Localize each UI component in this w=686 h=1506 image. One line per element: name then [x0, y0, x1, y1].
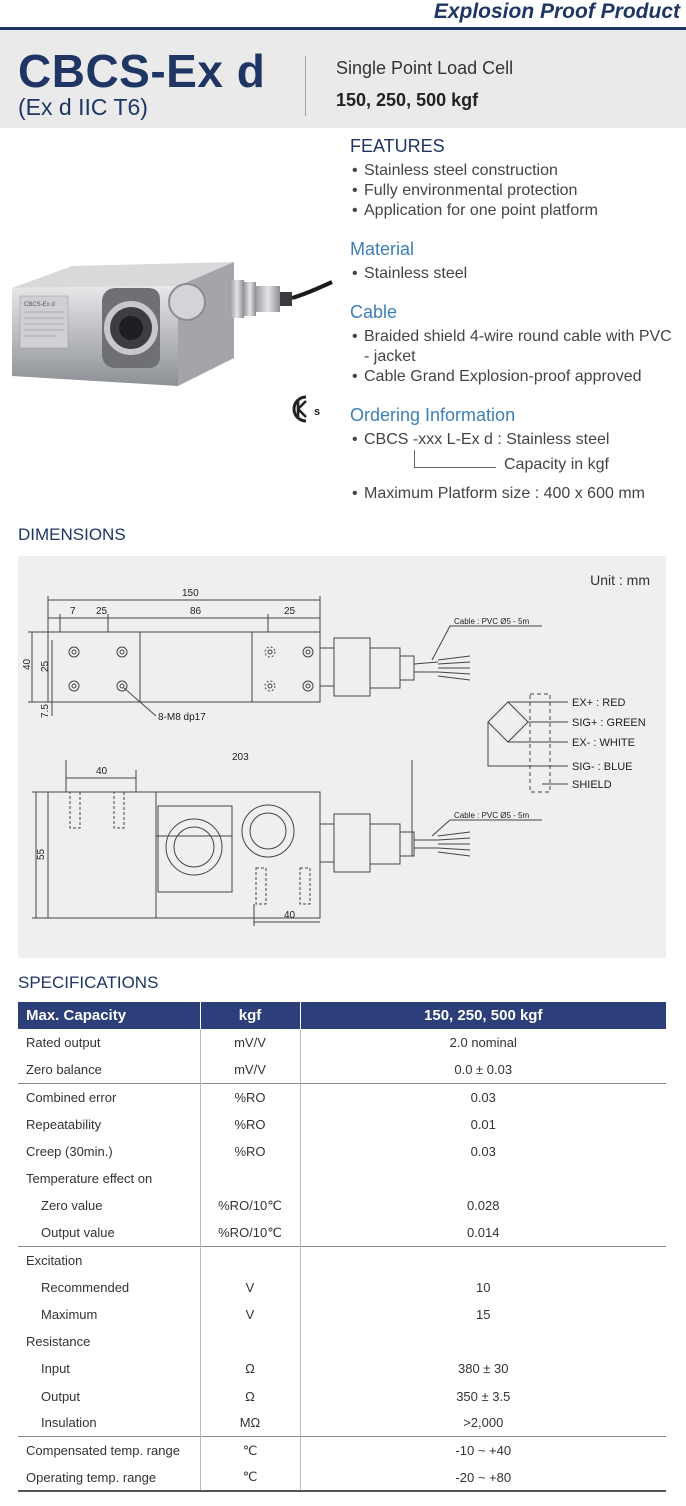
- spec-unit: ℃: [200, 1464, 300, 1491]
- dim-top-25b: 25: [284, 606, 296, 617]
- table-row: [18, 1247, 666, 1274]
- spec-value: -10 ~ +40: [300, 1437, 666, 1464]
- table-row: [18, 1464, 666, 1491]
- features-heading: FEATURES: [350, 136, 445, 156]
- banner-label: Explosion Proof Product: [433, 0, 680, 23]
- table-header-row: [18, 1002, 666, 1029]
- spec-param: Temperature effect on: [18, 1165, 200, 1192]
- spec-param: Combined error: [18, 1083, 200, 1110]
- spec-unit: %RO: [200, 1083, 300, 1110]
- spec-param: Compensated temp. range: [18, 1437, 200, 1464]
- dim-top-7: 7: [70, 606, 76, 617]
- capacity-note-text: Capacity in kgf: [504, 456, 609, 473]
- wire-label: SHIELD: [572, 779, 612, 791]
- table-row: [18, 1382, 666, 1409]
- spec-unit: [200, 1247, 300, 1274]
- material-heading: Material: [350, 239, 415, 259]
- spec-unit: %RO: [200, 1138, 300, 1165]
- spec-param: Resistance: [18, 1328, 200, 1355]
- spec-unit: [200, 1328, 300, 1355]
- table-row: [18, 1274, 666, 1301]
- table-row: [18, 1192, 666, 1219]
- spec-param: Creep (30min.): [18, 1138, 200, 1165]
- spec-param: Input: [18, 1355, 200, 1382]
- spec-value: 0.03: [470, 1143, 496, 1159]
- material-section: [350, 239, 680, 284]
- spec-unit: [200, 1165, 300, 1192]
- spec-value: -20 ~ +80: [300, 1464, 666, 1491]
- capacity-bracket: [414, 450, 496, 468]
- spec-param: Operating temp. range: [18, 1464, 200, 1491]
- dim-top-25a: 25: [96, 606, 108, 617]
- spec-value: 0.03: [300, 1083, 666, 1110]
- cable-spec-side: Cable : PVC Ø5 - 5m: [454, 811, 530, 820]
- spec-unit: V: [200, 1301, 300, 1328]
- table-row: [18, 1219, 666, 1246]
- spec-unit: mV/V: [200, 1056, 300, 1083]
- spec-value: 0.01: [470, 1116, 496, 1132]
- cable-section: [350, 302, 680, 387]
- spec-unit: %RO/10℃: [200, 1192, 300, 1219]
- wire-label: EX+ : RED: [572, 697, 626, 709]
- capacity-note: [414, 450, 680, 480]
- spec-param: Maximum: [18, 1301, 200, 1328]
- table-row: [18, 1111, 666, 1138]
- table-row: [18, 1029, 666, 1056]
- dim-top-86: 86: [190, 606, 202, 617]
- top-banner: [0, 0, 686, 30]
- features-section: [350, 136, 680, 221]
- technical-drawing: [18, 556, 666, 958]
- spec-value: >2,000: [463, 1415, 504, 1431]
- spec-value: [300, 1247, 666, 1274]
- dim-side-203: 203: [232, 752, 249, 763]
- spec-unit: %RO: [200, 1111, 300, 1138]
- wire-label: SIG- : BLUE: [572, 761, 633, 773]
- specifications-heading: SPECIFICATIONS: [18, 973, 159, 992]
- spec-unit: mV/V: [200, 1029, 300, 1056]
- svg-text:s: s: [314, 406, 321, 418]
- dim-top-total: 150: [182, 588, 199, 599]
- header-param: Max. Capacity: [18, 1002, 200, 1029]
- spec-unit: ℃: [200, 1437, 300, 1464]
- specifications-table: [18, 1002, 666, 1492]
- model-title: CBCS-Ex d: [18, 45, 266, 97]
- wire-label: EX- : WHITE: [572, 737, 635, 749]
- spec-param: Recommended: [18, 1274, 200, 1301]
- dim-side-40a: 40: [96, 766, 108, 777]
- spec-value: 0.028: [466, 1198, 500, 1214]
- product-label: CBCS-Ex d: [24, 302, 55, 308]
- product-type: Single Point Load Cell: [336, 58, 514, 78]
- table-row: [18, 1083, 666, 1110]
- spec-value: 350 ± 3.5: [456, 1388, 511, 1404]
- product-image: [6, 238, 336, 388]
- spec-value: [300, 1328, 666, 1355]
- table-row: [18, 1165, 666, 1192]
- spec-value: 10: [476, 1279, 491, 1295]
- spec-unit: %RO/10℃: [200, 1219, 300, 1246]
- table-row: [18, 1355, 666, 1382]
- spec-value: [300, 1165, 666, 1192]
- spec-value: 2.0 nominal: [449, 1035, 517, 1051]
- feature-item: • Application for one point platform: [350, 201, 680, 221]
- ordering-heading: Ordering Information: [350, 405, 516, 425]
- unit-label: Unit : mm: [590, 572, 650, 588]
- dim-left-7-5: 7.5: [40, 704, 51, 718]
- spec-unit: Ω: [200, 1382, 300, 1409]
- cable-spec-top: Cable : PVC Ø5 - 5m: [454, 617, 530, 626]
- spec-value: 0.0 ± 0.03: [454, 1062, 513, 1078]
- dim-left-40: 40: [22, 658, 33, 670]
- cable-item: • Cable Grand Explosion-proof approved: [350, 367, 680, 387]
- spec-value: 380 ± 30: [457, 1361, 509, 1377]
- feature-item: • Fully environmental protection: [350, 181, 680, 201]
- material-item: • Stainless steel: [350, 264, 680, 284]
- table-row: [18, 1138, 666, 1165]
- spec-param: Repeatability: [18, 1111, 200, 1138]
- dimensions-heading: DIMENSIONS: [18, 525, 126, 544]
- product-info: [350, 136, 680, 522]
- wire-label: SIG+ : GREEN: [572, 717, 646, 729]
- dim-side-40b: 40: [284, 910, 296, 921]
- table-row: [18, 1301, 666, 1328]
- feature-item: • Stainless steel construction: [350, 161, 680, 181]
- model-subtitle: (Ex d IIC T6): [18, 94, 148, 120]
- spec-param: Insulation: [18, 1410, 200, 1437]
- spec-param: Rated output: [18, 1029, 200, 1056]
- spec-param: Zero balance: [18, 1056, 200, 1083]
- cable-heading: Cable: [350, 302, 398, 322]
- dim-side-55: 55: [36, 848, 47, 860]
- spec-param: Excitation: [18, 1247, 200, 1274]
- spec-unit: Ω: [200, 1355, 300, 1382]
- title-divider: [305, 56, 306, 116]
- capacity-range: 150, 250, 500 kgf: [336, 90, 479, 110]
- spec-value: 0.014: [466, 1225, 500, 1241]
- spec-unit: MΩ: [200, 1410, 300, 1437]
- table-row: [18, 1056, 666, 1083]
- header-unit: kgf: [200, 1002, 300, 1029]
- dim-left-25: 25: [40, 660, 51, 672]
- ordering-item: • CBCS -xxx L-Ex d : Stainless steel: [350, 430, 680, 450]
- ordering-section: [350, 405, 680, 504]
- spec-unit: V: [200, 1274, 300, 1301]
- table-row: [18, 1328, 666, 1355]
- table-row: [18, 1437, 666, 1464]
- ordering-item: • Maximum Platform size : 400 x 600 mm: [350, 484, 680, 504]
- table-row: [18, 1410, 666, 1437]
- header-value: 150, 250, 500 kgf: [300, 1002, 666, 1029]
- dimensions-drawing: [18, 556, 666, 958]
- title-bar: [0, 30, 686, 128]
- cable-item: • Braided shield 4-wire round cable with PVC - jacket: [350, 327, 680, 367]
- spec-param: Output value: [18, 1219, 200, 1246]
- spec-param: Output: [18, 1382, 200, 1409]
- dim-bolt: 8-M8 dp17: [158, 712, 206, 723]
- kc-certification-icon: [288, 393, 326, 425]
- spec-param: Zero value: [18, 1192, 200, 1219]
- spec-value: 15: [476, 1306, 491, 1322]
